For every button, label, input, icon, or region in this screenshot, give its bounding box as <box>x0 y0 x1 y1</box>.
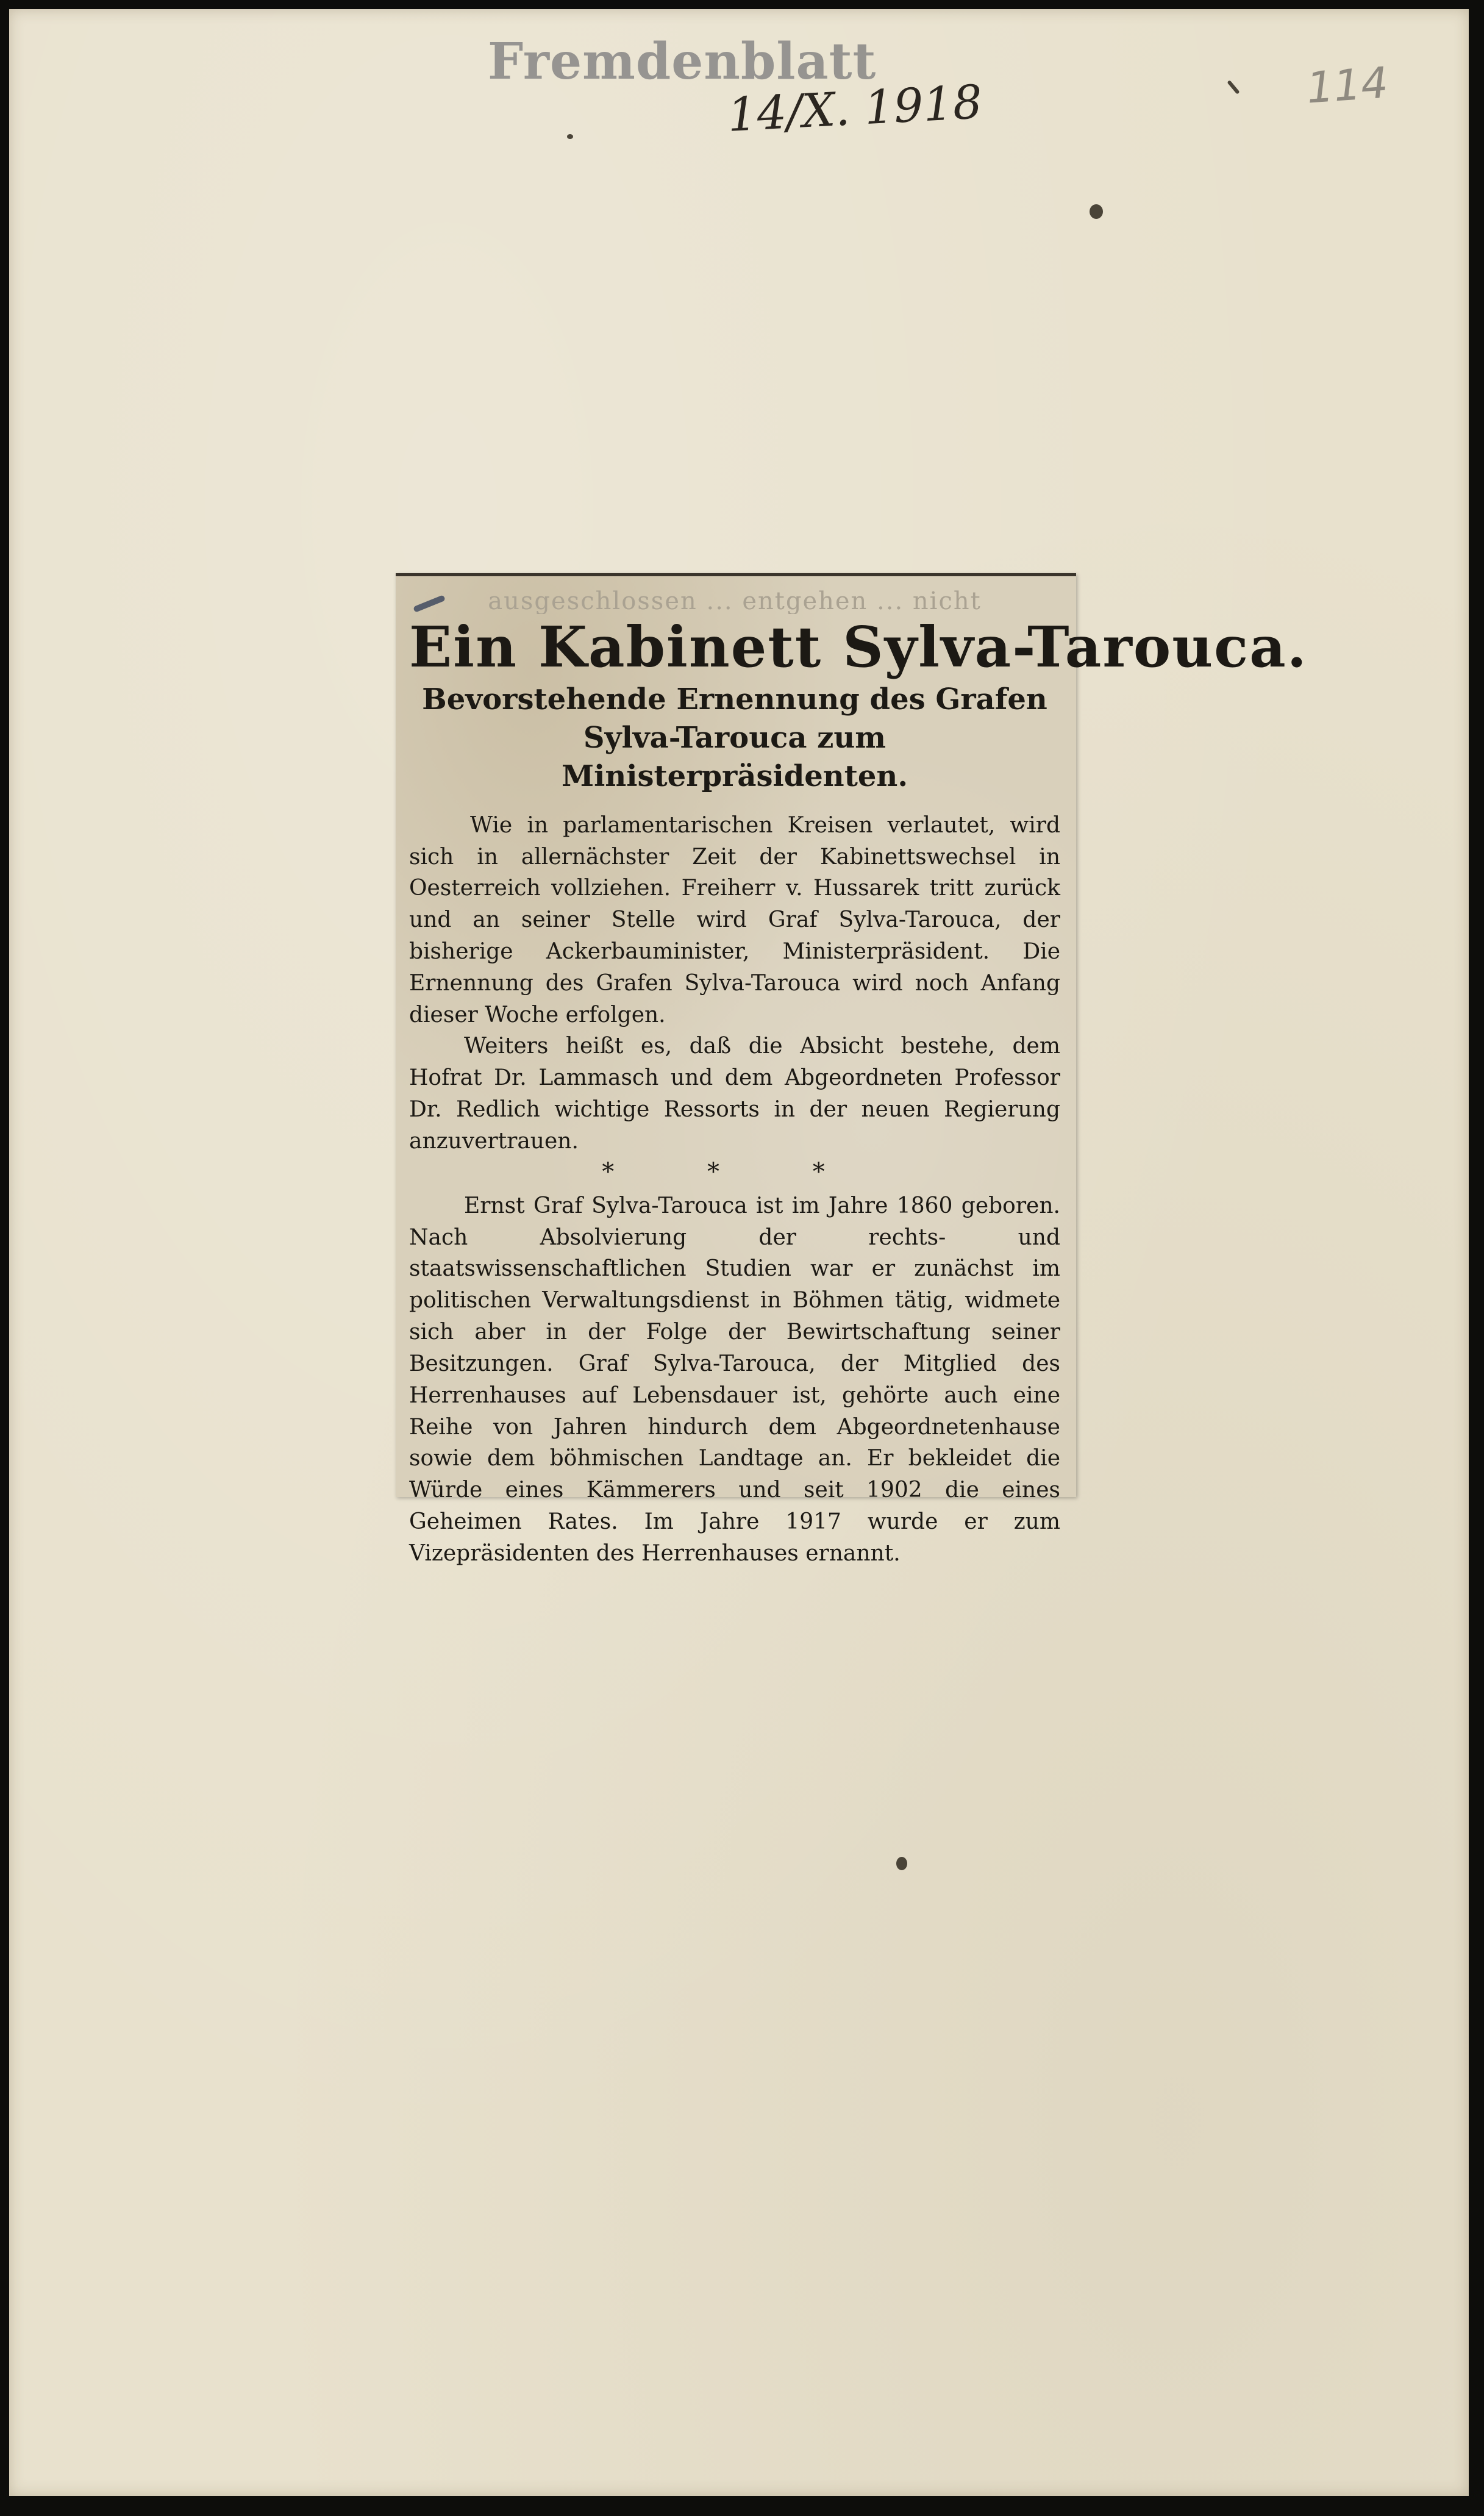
article-paragraph: Ernst Graf Sylva-Tarouca ist im Jahre 1860 geboren. Nach Absolvierung der rechts- und staatswissenschaftlichen Studien war er zunächst im politischen Verwaltungsdienst in Böhmen tätig, widmete sich aber in der Folge der Bewirtschaftung seiner Besitzungen. Graf Sylva-Tarouca, der Mitglied des Herrenhauses auf Lebensdauer ist, gehörte auch eine Reihe von Jahren hindurch dem Abgeordnetenhause sowie dem böhmischen Landtage an. Er bekleidet die Würde eines Kämmerers und seit 1902 die eines Geheimen Rates. Im Jahre 1917 wurde er zum Vizepräsidenten des Herrenhauses ernannt. <box>409 1193 1060 1566</box>
paper-speck <box>567 134 573 139</box>
bleed-through-text: ausgeschlossen ... entgehen ... nicht <box>488 587 982 614</box>
section-separator: * * * <box>602 1157 868 1186</box>
article-subheadline: Bevorstehende Ernennung des Grafen Sylva-Tarouca zum Ministerpräsidenten. <box>422 682 1047 794</box>
paper-speck <box>1227 80 1240 95</box>
article-paragraph: Weiters heißt es, daß die Absicht bestehe, dem Hofrat Dr. Lammasch und dem Abgeordneten Professor Dr. Redlich wichtige Ressorts in der neuen Regierung anzuvertrauen. <box>409 1034 1060 1154</box>
handwritten-date: 14/X. 1918 <box>726 74 984 142</box>
folio-number: 114 <box>1305 57 1390 113</box>
newspaper-source-stamp: Fremdenblatt <box>488 32 877 91</box>
article-paragraph: Wie in parlamentarischen Kreisen verlautet, wird sich in allernächster Zeit der Kabinettswechsel in Oesterreich vollziehen. Freiherr v. Hussarek tritt zurück und an seiner Stelle wird Graf Sylva-Tarouca, der bisherige Ackerbauminister, Ministerpräsident. Die Ernennung des Grafen Sylva-Tarouca wird noch Anfang dieser Woche erfolgen. <box>409 812 1060 1027</box>
paper-speck <box>896 1857 907 1870</box>
newspaper-clipping <box>396 573 1308 1566</box>
archive-sheet <box>9 9 1469 2496</box>
paper-speck <box>1090 204 1103 219</box>
article-body <box>409 810 1060 1570</box>
article-headline: Ein Kabinett Sylva-Tarouca. <box>409 614 1308 680</box>
